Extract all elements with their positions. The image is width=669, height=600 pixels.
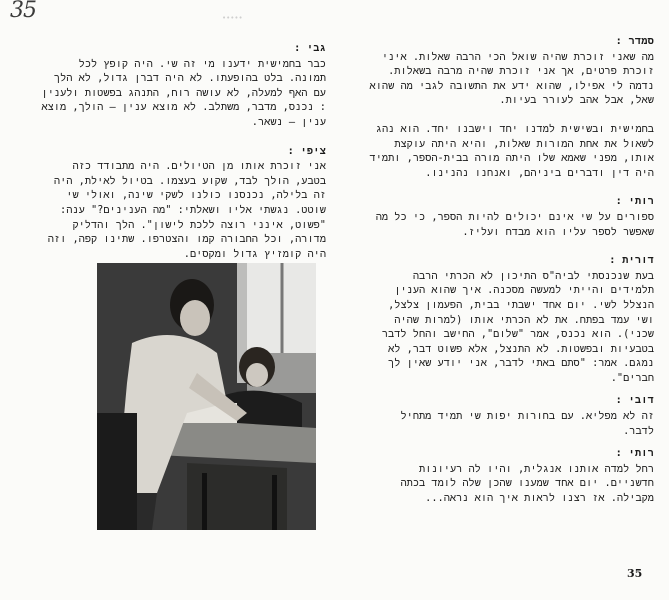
testimony-paragraph: מה שאני זוכרת שהיה שואל הכי הרבה שאלות. איני זוכרת פרטים, אך אני זוכרת שהיה מרבה בשאלות. נדמה לי אפילו, שהוא ידע את התשובה לגבי מה שהוא שאל, אבל אהב לעורר בעיות.: [369, 50, 654, 107]
testimony-paragraph: בעת שנכנסתי לביה"ס התיכון לא הכרתי הרבה תלמידים והייתי למעשה מסכנה. איך שהוא הענין הנצלל לשי. יום אחד ישבתי בבית, הפעמון צלצל, ושי עמד בפתח. את לא הכרתי אותו (למרות שהיה שכני). הוא נכנס, אמר "שלום", החישב והחל לדבר בטבעיות ובפשטות. לא התנצל, אלא פשוט דבר, לא נמגם. אמר: "סתם באתי לדבר, אני יודע שאין לך חברים".: [381, 269, 654, 384]
speaker-label: רותי :: [615, 195, 654, 208]
speaker-label: סמדר :: [615, 35, 654, 47]
faint-stamp: •••••: [222, 14, 243, 22]
speaker-label: ציפי :: [287, 144, 326, 157]
left-column: [38, 41, 326, 275]
speaker-label: דורית :: [609, 254, 654, 267]
testimony-paragraph: אני זוכרת אותו מן הטיולים. היה מתבודד כזה בטבע, הולך לבד, שקוע בעצמו. בטיול לאילת, היה זה בלילה, נכנסנו כולנו לשקי שינה, ואולי שי שוטט. נגשתי אליו ושאלתי: "מה הענינים?" ענה: "פשוט, אינני רוצה ללכת לישון". הלך והדליק מדורה, וכל החבורה קמו והצטרפו. שתינו קפה, וזה היה קומזיץ גדול ומקסים.: [47, 160, 326, 260]
testimony-paragraph: ספורים על שי אינם יכולים להיות הספר, כי כל מה שאפשר לספר עליו הוא מבדח ועליז.: [375, 210, 654, 238]
speaker-label: דובי :: [615, 394, 654, 407]
testimony-paragraph: רחל למדה אותנו אנגלית, והיו לה רעיונות חדשניים. יום אחד שמענו שהכן שלה לומד בכתה מקבילה. אז רצנו לראות איך הוא נראה...: [400, 462, 654, 505]
right-column: [368, 34, 654, 520]
photo-illustration: [97, 263, 316, 530]
testimony-paragraph: בחמישית ובשישית למדנו יחד וישבנו יחד. הוא נהג לשאול את אחת המורות שאלות, והיא היתה עוקצת אותו, מפני שאמא שלו היתה מורה בבית-הספר, ותמיד היה דין ודברים ביניהם, ואנחנו נהנינו.: [369, 122, 654, 179]
handwritten-page-number: 35: [10, 0, 36, 23]
speaker-label: גבי :: [294, 42, 326, 54]
testimony-paragraph: כבר בחמישית ידענו מי זה שי. היה קופץ לכל תמונה. בלט בהופעתו. לא היה דברן גדול, לא הלך עם האף למעלה, לא עושה רוח, התנהג בפשטות ולענין : נכנס, מדבר, משתלב. לא מוצא ענין – הולך, מוצא ענין – נשאר.: [41, 57, 326, 128]
speaker-label: רותי :: [615, 447, 654, 460]
testimony-paragraph: זה לא מפליא. עם בחורות יפות שי תמיד מתחיל לדבר.: [400, 410, 654, 437]
classroom-photo: [97, 263, 316, 530]
page-number: 35: [627, 567, 643, 580]
